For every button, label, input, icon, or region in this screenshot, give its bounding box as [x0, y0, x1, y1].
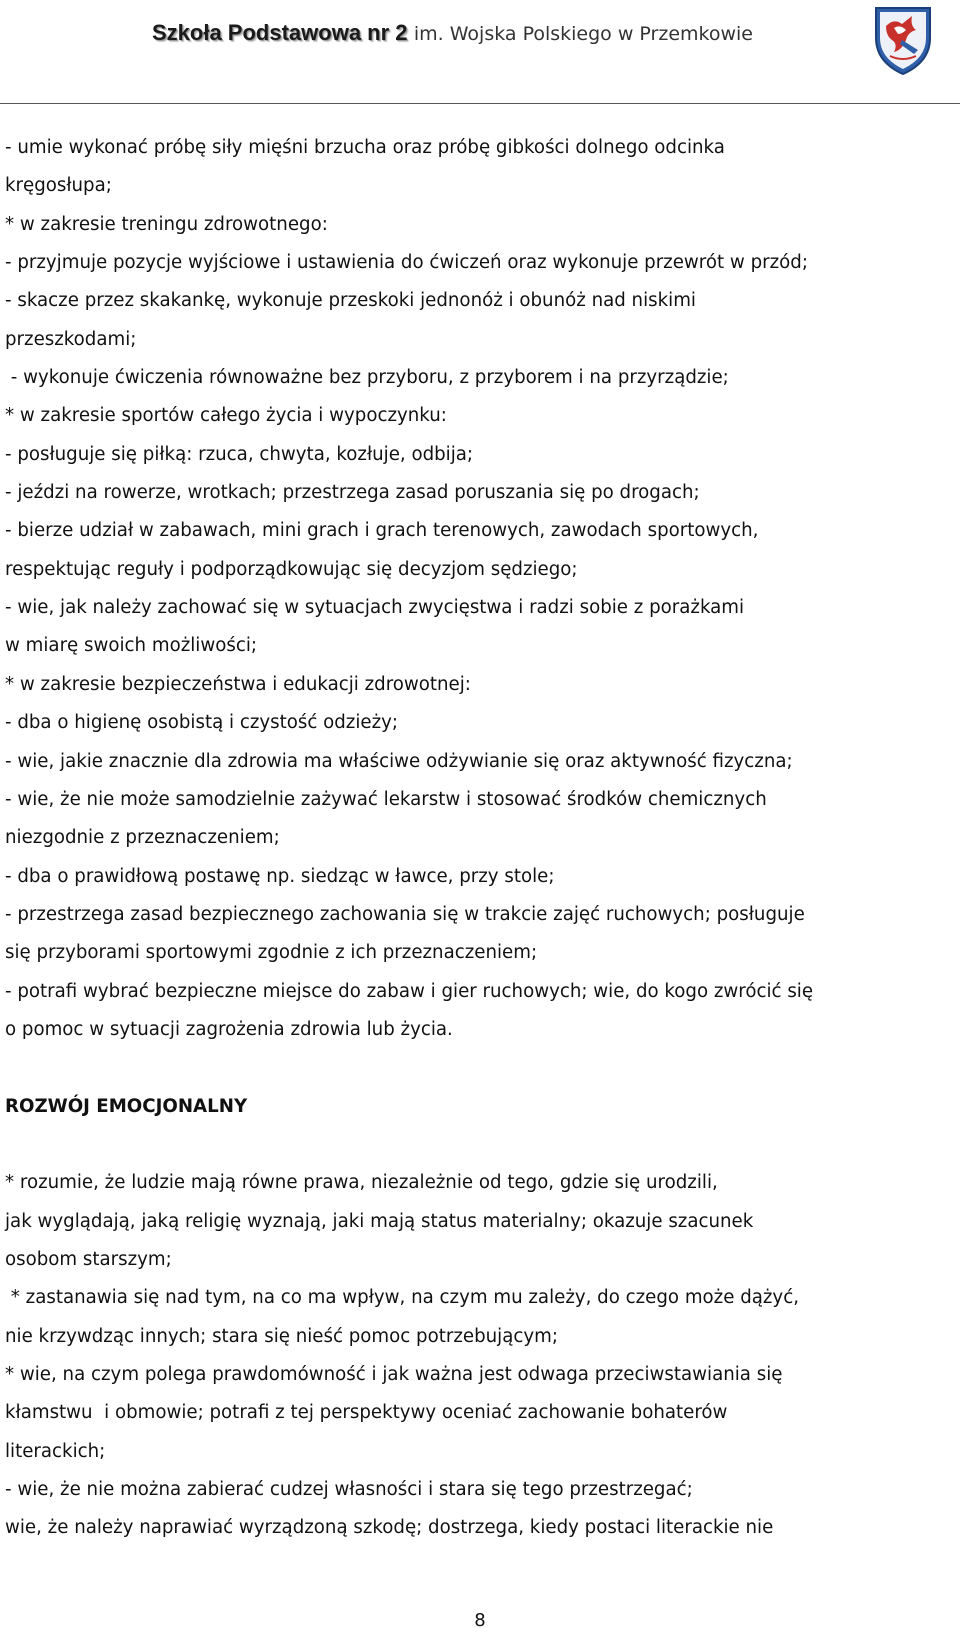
text-line: przeszkodami;: [5, 328, 137, 350]
text-line: respektując reguły i podporządkowując się decyzjom sędziego;: [5, 558, 578, 580]
text-line: - dba o prawidłową postawę np. siedząc w ławce, przy stole;: [5, 865, 555, 887]
school-crest-icon: [872, 4, 934, 76]
text-line: * zastanawia się nad tym, na co ma wpływ, na czym mu zależy, do czego może dążyć,: [5, 1287, 799, 1309]
text-line: * wie, na czym polega prawdomówność i jak ważna jest odwaga przeciwstawiania się: [5, 1364, 783, 1385]
school-name-rest: im. Wojska Polskiego w Przemkowie: [413, 23, 753, 45]
text-line: - potrafi wybrać bezpieczne miejsce do zabaw i gier ruchowych; wie, do kogo zwrócić się: [5, 980, 814, 1002]
text-line: * w zakresie bezpieczeństwa i edukacji zdrowotnej:: [5, 673, 471, 695]
text-line: - posługuje się piłką: rzuca, chwyta, kozłuje, odbija;: [5, 443, 474, 465]
school-name-bold: Szkoła Podstawowa nr 2: [152, 20, 408, 45]
text-line: osobom starszym;: [5, 1248, 172, 1270]
text-line: - wie, jakie znacznie dla zdrowia ma właściwe odżywianie się oraz aktywność fizyczna;: [5, 750, 793, 772]
text-line: - wie, że nie można zabierać cudzej własności i stara się tego przestrzegać;: [5, 1479, 693, 1501]
text-line: o pomoc w sytuacji zagrożenia zdrowia lub życia.: [5, 1018, 453, 1040]
text-line: jak wyglądają, jaką religię wyznają, jaki mają status materialny; okazuje szacunek: [5, 1210, 754, 1232]
header-divider: [0, 103, 960, 104]
text-line: - bierze udział w zabawach, mini grach i grach terenowych, zawodach sportowych,: [5, 520, 759, 542]
text-line: - wykonuje ćwiczenia równoważne bez przyboru, z przyborem i na przyrządzie;: [5, 367, 729, 389]
text-line: - dba o higienę osobistą i czystość odzieży;: [5, 712, 399, 734]
text-line: - jeździ na rowerze, wrotkach; przestrzega zasad poruszania się po drogach;: [5, 482, 700, 504]
text-line: nie krzywdząc innych; stara się nieść pomoc potrzebującym;: [5, 1325, 558, 1347]
text-line: się przyborami sportowymi zgodnie z ich przeznaczeniem;: [5, 942, 538, 964]
text-line: - wie, jak należy zachować się w sytuacjach zwycięstwa i radzi sobie z porażkami: [5, 597, 745, 619]
page-header: [0, 0, 960, 104]
text-line: niezgodnie z przeznaczeniem;: [5, 827, 280, 849]
text-line: - wie, że nie może samodzielnie zażywać lekarstw i stosować środków chemicznych: [5, 788, 767, 810]
document-body: [5, 129, 955, 1548]
section-heading: ROZWÓJ EMOCJONALNY: [5, 1095, 248, 1117]
text-line: * w zakresie sportów całego życia i wypoczynku:: [5, 405, 447, 427]
text-line: w miarę swoich możliwości;: [5, 635, 258, 657]
text-line: kręgosłupa;: [5, 175, 112, 197]
spacer: [5, 1049, 955, 1087]
text-line: * rozumie, że ludzie mają równe prawa, niezależnie od tego, gdzie się urodzili,: [5, 1172, 718, 1194]
text-line: * w zakresie treningu zdrowotnego:: [5, 213, 328, 235]
text-line: literackich;: [5, 1440, 106, 1462]
text-line: - przyjmuje pozycje wyjściowe i ustawienia do ćwiczeń oraz wykonuje przewrót w przód;: [5, 252, 808, 274]
spacer: [5, 1126, 955, 1164]
text-line: - umie wykonać próbę siły mięśni brzucha oraz próbę gibkości dolnego odcinka: [5, 137, 725, 158]
text-line: - skacze przez skakankę, wykonuje przeskoki jednonóż i obunóż nad niskimi: [5, 290, 696, 312]
school-name: [152, 22, 753, 44]
text-line: kłamstwu i obmowie; potrafi z tej perspektywy oceniać zachowanie bohaterów: [5, 1402, 728, 1424]
text-line: - przestrzega zasad bezpiecznego zachowania się w trakcie zajęć ruchowych; posługuje: [5, 903, 805, 925]
page-number: 8: [474, 1610, 486, 1631]
text-line: wie, że należy naprawiać wyrządzoną szkodę; dostrzega, kiedy postaci literackie nie: [5, 1517, 774, 1539]
